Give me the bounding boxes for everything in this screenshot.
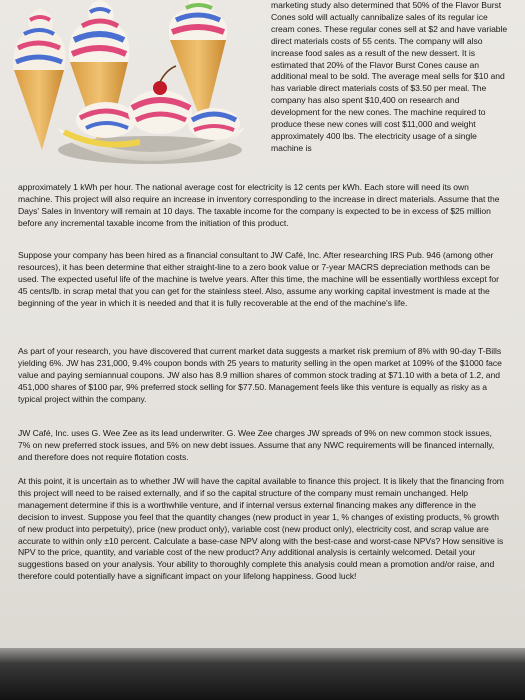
paragraph-market-data: As part of your research, you have discovered that current market data suggests a market risk premium of 8% with 90-day T-Bills yielding 6%. JW has 231,000, 9.4% coupon bonds with 25 years to maturity selling in the open market at 109% of the $1000 face value and paying semiannual coupons. JW also has 8.9 million shares of common stock trading at $71.10 with a beta of 1.2, and 451,000 shares of $100 par, 9% preferred stock selling for $77.50. Management feels like this venture is equally as risky as a typical project within the company. — [18, 346, 502, 404]
paragraph-analysis: At this point, it is uncertain as to whether JW will have the capital available to finance this project. It is likely that the financing from this project will need to be raised externally, and if so the capital structure of the company must remain unchanged. Help management determine if this is a worthwhile venture, and if internal versus external financing makes any difference in the decision to invest. Suppose you feel that the quantity changes (new product in year 1, % changes of existing products, % growth of new product into perpetuity), price (new product only), variable cost (new product only), electricity cost, and scrap value are accurate to within only ±10 percent. Calculate a base-case NPV along with the best-case and worst-case NPVs? How sensitive is NPV to the price, quantity, and variable cost of the new product? Any additional analysis is certainly welcomed. Detail your suggestions based on your analysis. Your ability to thoroughly complete this analysis could mean a promotion and/or raise, and therefore could potentially have a significant impact on your lifelong happiness. Good luck! — [18, 476, 504, 582]
paragraph-underwriter: JW Café, Inc. uses G. Wee Zee as its lead underwriter. G. Wee Zee charges JW spreads of 9% on new common stock issues, 7% on new preferred stock issues, and 5% on new debt issues. Assume that any NWC requirements will be financed internally, and therefore does not require flotation costs. — [18, 428, 495, 462]
desk-shadow — [0, 648, 525, 700]
cherry-icon — [153, 81, 167, 95]
cone-left — [13, 8, 65, 150]
intro-text-bottom: approximately 1 kWh per hour. The national average cost for electricity is 12 cents per kWh. Each store will need its own machine. This project will also require an increase in inventory corresponding to the increase in direct materials. Assume that the Days' Sales in Inventory will remain at 10 days. The taxable income for the company is expected to be in excess of $25 million before any incremental taxable income from the initiation of this product. — [18, 182, 500, 228]
paragraph-consultant: Suppose your company has been hired as a financial consultant to JW Café, Inc. After researching IRS Pub. 946 (among other resources), it has been determine that either straight-line to a zero book value or 7-year MACRS depreciation methods can be used. The expected useful life of the machine is twelve years. After this time, the machine will be essentially worthless except for 45 cents/lb. in scrap metal that you can get for the stainless steel. Also, assume any working capital investment is made at the beginning of the year in which it is needed and that it is fully recoverable at the end of the machine's life. — [18, 250, 499, 308]
ice-cream-cones-illustration — [0, 0, 265, 170]
intro-text-top: marketing study also determined that 50% of the Flavor Burst Cones sold will actually cannibalize sales of its regular ice cream cones. These regular cones sell at $2 and have variable direct materials costs of 55 cents. The company will also increase food sales as a result of the new dessert. It is estimated that 20% of the Flavor Burst Cones cause an additional meal to be sold. The average meal sells for $10 and has variable direct materials costs of $3.50 per meal. The company has also spent $10,400 on research and development for the new cones. The machine required to produce these new cones will cost $11,000 and weight approximately 400 lbs. The electricity usage of a single machine is — [271, 0, 508, 153]
